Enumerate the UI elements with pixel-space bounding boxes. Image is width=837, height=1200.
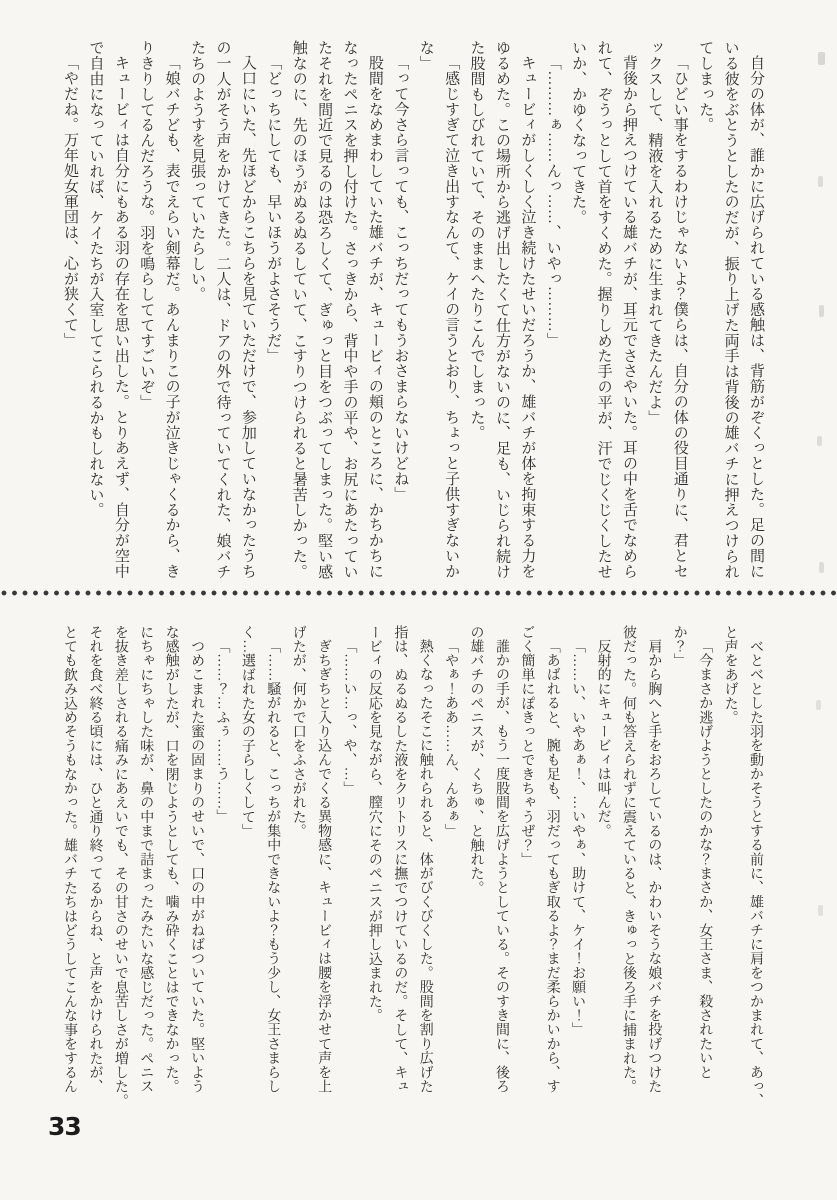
- text-column: たそれを間近で見るのは恐ろしくて、ぎゅっと目をつぶってしまった。堅い感: [316, 40, 333, 579]
- text-column: 彼だった。何も答えられずに震えていると、きゅっと後ろ手に捕まれた。: [620, 625, 636, 1094]
- text-column: な」: [417, 40, 434, 71]
- text-column: な感触がしたが、口を閉じようとしても、噛み砕くことはできなかった。: [163, 625, 179, 1094]
- dotted-divider: [0, 589, 837, 597]
- bottom-text-block: [57, 625, 768, 1115]
- text-column: ービィの反応を見ながら、膣穴にそのペニスが押し込まれた。: [366, 625, 382, 1023]
- text-column: か？」: [671, 625, 687, 668]
- text-column: ぎちぎちと入り込んでくる異物感に、キュービィは腰を浮かせて声を上: [316, 639, 332, 1094]
- text-column: ックスして、精液を入れるために生まれてきたんだよ」: [646, 40, 663, 425]
- page-number: 33: [48, 1112, 81, 1141]
- text-column: 自分の体が、誰かに広げられている感触は、背筋がぞくっとした。足の間に: [748, 55, 764, 579]
- text-column: それを食べ終る頃には、ひと通り終ってるからね、と声をかけられたが、: [87, 625, 103, 1094]
- scan-artifact: [818, 52, 825, 65]
- text-column: 入口にいた、先ほどからこちらを見ていただけで、参加していなかったうち: [239, 55, 256, 579]
- text-column: 「あばれると、腕も足も、羽だってもぎ取るよ？まだ柔らかいから、す: [544, 639, 560, 1094]
- text-column: つめこまれた蜜の固まりのせいで、口の中がねばついていた。堅いよう: [189, 639, 205, 1094]
- scan-artifact: [818, 176, 823, 187]
- top-text-block: [57, 40, 768, 580]
- text-column: 「……い、いやあぁ！、…いやぁ、助けて、ケイ！お願い！」: [570, 639, 586, 1037]
- text-column: ゆるめた。この場所から逃げ出したくて仕方がないのに、足も、いじられ続け: [493, 40, 510, 579]
- text-column: 指は、ぬるぬるした液をクリトリスに撫でつけているのだ。そして、キュ: [392, 625, 408, 1094]
- text-column: てしまった。: [697, 40, 714, 133]
- text-column: く…選ばれた女の子らしくして」: [239, 625, 255, 838]
- text-column: べとべとした羽を動かそうとする前に、雄バチに肩をつかまれて、あっ、: [748, 639, 763, 1108]
- text-column: 「娘バチども、表でえらい剣幕だ。あんまりこの子が泣きじゃくるから、き: [163, 55, 180, 579]
- text-column: 「……い…っ、や、…」: [341, 639, 357, 796]
- text-column: を抜き差しされる痛みにあえいでも、その甘さのせいで息苦しさが増した。: [112, 625, 128, 1108]
- text-column: たちのようすを見張っていたらしい。: [189, 40, 206, 302]
- text-column: ごく簡単にぽきっとできちゃうぜ？」: [519, 625, 535, 867]
- text-column: 触なのに、先のほうがぬるぬるしていて、こすりつけられると暑苦しかった。: [290, 40, 307, 579]
- text-column: 肩から胸へと手をおろしているのは、かわいそうな娘バチを投げつけた: [646, 639, 662, 1094]
- text-column: 背後から押えつけている雄バチが、耳元でささやいた。耳の中を舌でなめら: [620, 55, 637, 579]
- text-column: 熱くなったそこに触れられると、体がびくびくした。股間を割り広げた: [417, 639, 433, 1094]
- text-column: 「感じすぎて泣き出すなんて、ケイの言うとおり、ちょっと子供すぎないか: [443, 55, 460, 579]
- text-column: 「………ぁ……んっ……、いやっ………」: [544, 55, 561, 348]
- text-column: キュービィがしくしく泣き続けたせいだろうか、雄バチが体を拘束する力を: [519, 55, 536, 579]
- text-column: 「やだね。万年処女軍団は、心が狭くて」: [62, 55, 79, 348]
- text-column: で自由になっていれば、ケイたちが入室してこられるかもしれない。: [87, 40, 104, 518]
- text-column: いか、かゆくなってきた。: [570, 40, 587, 225]
- text-column: とても飲み込めそうもなかった。雄バチたちはどうしてこんな事をするん: [62, 625, 78, 1094]
- text-column: の雄バチのペニスが、くちゅ、と触れた。: [468, 625, 484, 895]
- text-column: いる彼をぶとうとしたのだが、振り上げた両手は背後の雄バチに押えつけられ: [722, 40, 739, 579]
- text-column: キュービィは自分にもある羽の存在を思い出した。とりあえず、自分が空中: [112, 55, 129, 579]
- text-column: にちゃにちゃした味が、鼻の中まで詰まったみたいな感じだった。ペニス: [138, 625, 154, 1094]
- text-column: 反射的にキュービィは叫んだ。: [595, 639, 611, 838]
- scan-artifact: [819, 562, 824, 573]
- text-column: 「……？…ふぅ……う……」: [214, 639, 230, 824]
- text-column: 「ひどい事をするわけじゃないよ？僕らは、自分の体の役目通りに、君とセ: [671, 55, 688, 579]
- text-column: なったペニスを押し付けた。さっきから、背中や手の平や、お尻にあたってい: [341, 40, 358, 579]
- text-column: 「……騒がれると、こっちが集中できないよ？もう少し、女王さまらし: [265, 639, 281, 1094]
- text-column: と声をあげた。: [722, 625, 738, 725]
- text-column: の一人がそう声をかけてきた。二人は、ドアの外で待っていてくれた、娘バチ: [214, 40, 231, 579]
- scan-artifact: [817, 436, 822, 446]
- scan-artifact: [816, 700, 821, 710]
- text-column: れて、ぞうっとして首をすくめた。握りしめた手の平が、汗でじくじくしたせ: [595, 40, 612, 579]
- scan-artifact: [819, 305, 824, 317]
- text-column: た股間もしびれていて、そのままへたりこんでしまった。: [468, 40, 485, 441]
- text-column: 「やぁ！ああ……ん、んあぁ」: [443, 639, 459, 838]
- text-column: 股間をなめまわしていた雄バチが、キュービィの頬のところに、かちかちに: [366, 55, 383, 579]
- text-column: げたが、何かで口をふさがれた。: [290, 625, 306, 838]
- text-column: りきりしてるんだろうな。羽を鳴らしててすごいぞ」: [138, 40, 155, 410]
- text-column: 「って今さら言っても、こっちだってもうおさまらないけどね」: [392, 55, 409, 502]
- scan-artifact: [818, 905, 823, 916]
- text-column: 「今まさか逃げようとしたのかな？まさか、女王さま、殺されたいと: [697, 639, 713, 1080]
- text-column: 「どっちにしても、早いほうがよさそうだ」: [265, 55, 282, 363]
- text-column: 誰かの手が、もう一度股間を広げようとしている。そのすき間に、後ろ: [493, 639, 509, 1094]
